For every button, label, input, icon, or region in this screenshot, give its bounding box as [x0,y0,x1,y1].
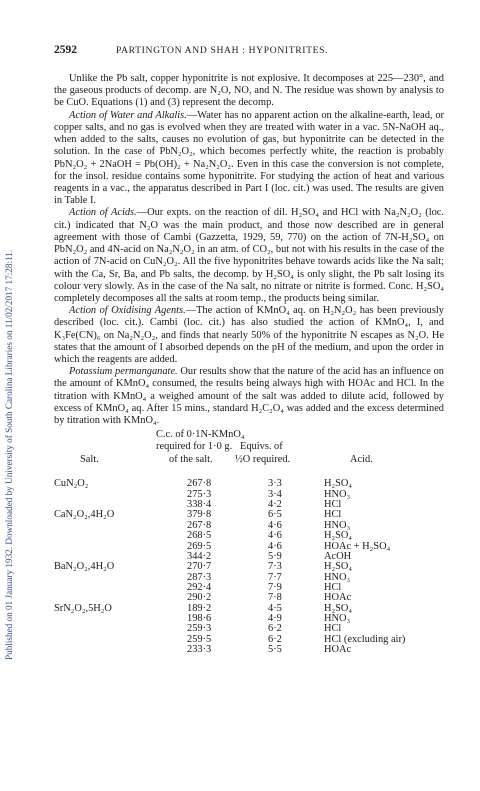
salt-cell [54,624,157,634]
paragraph-p2 [54,110,444,208]
volume-cell: 287·3 [187,571,212,583]
salt-header: Salt. [80,454,99,466]
salt-cell [54,573,157,583]
table-row [54,604,444,614]
salt-cell [54,645,157,655]
section-heading: Potassium permanganate. [69,366,178,378]
paragraph-text: Unlike the Pb salt, copper hyponitrite is not explosive. It decomposes at 225—230°, and the gaseous products of decomp. are N₂O, NO, and N. The residue was shown by analysis to be CuO. Equations (1) and (3) represent the decomp. [54,73,444,109]
download-notice-text: Published on 01 January 1932. Downloaded by University of South Carolina Libraries on 11/02/2017 17:28:11. [4,249,14,660]
acid-header: Acid. [350,454,373,466]
salt-cell [54,614,157,624]
volume-cell: 338·4 [187,499,212,511]
volume-cell: 269·5 [187,540,212,552]
volume-cell: 344·2 [187,550,212,562]
permanganate-table [54,479,444,655]
table-row [54,645,444,655]
acid-cell: HNO₃ [324,613,351,625]
section-heading: Action of Acids. [69,207,137,219]
volume-header-line-3: of the salt. [169,454,213,466]
volume-cell: 275·3 [187,488,212,500]
paragraph-text: —Water has no apparent action on the alkaline-earth, lead, or copper salts, and no gas is evolved when they are treated with water in a vac. 5N-NaOH aq., when added to the salts, causes no evolution of gas, but hyponitrite can be detected in the solution. In the case of PbN₂O₂, which becomes perfectly white, the reaction is probably PbN₂O₂ + 2NaOH = Pb(OH)₂ + Na₂N₂O₂. Even in this case the conversion is not complete, for the insol. residue contains some hyponitrite. For studying the action of heat and various reagents in a vac., the apparatus described in Part I (loc. cit.) was used. The results are given in Table I. [54,109,444,207]
salt-cell [54,490,157,500]
table-row [54,531,444,541]
salt-cell [54,521,157,531]
salt-cell: CaN₂O₂,4H₂O [54,509,115,521]
table-row [54,635,444,645]
salt-cell: CuN₂O₂ [54,478,89,490]
volume-cell: 270·7 [187,561,212,573]
equivs-cell: 6·5 [268,509,282,521]
paragraph-p5 [54,366,444,427]
volume-header-line-1: C.c. of 0·1N-KMnO₄ [156,429,245,441]
equivs-cell: 7·7 [268,571,282,583]
acid-cell: HCl [324,499,342,511]
table-row [54,490,444,500]
equivs-cell: 4·6 [268,530,282,542]
acid-cell: H₂SO₄ [324,530,353,542]
table-row [54,562,444,572]
acid-cell: HCl (excluding air) [324,633,406,645]
salt-cell [54,542,157,552]
acid-cell: HNO₃ [324,571,351,583]
salt-cell [54,531,157,541]
equivs-cell: 4·2 [268,499,282,511]
acid-cell: HOAc [324,592,352,604]
table-row [54,479,444,489]
equivs-header-line-1: Equivs. of [240,441,283,453]
table-row [54,614,444,624]
equivs-cell: 6·2 [268,633,282,645]
acid-cell: HNO₃ [324,519,351,531]
table-body [54,479,444,655]
salt-cell [54,583,157,593]
equivs-cell: 4·6 [268,519,282,531]
download-notice [3,10,15,670]
acid-cell: HOAc + H₂SO₄ [324,540,391,552]
paragraph-p4 [54,305,444,366]
equivs-header-line-2: ½O required. [235,454,291,466]
volume-cell: 379·8 [187,509,212,521]
table-row [54,593,444,603]
equivs-cell: 4·9 [268,613,282,625]
section-heading: Action of Water and Alkalis. [69,109,187,121]
acid-cell: HNO₃ [324,488,351,500]
equivs-cell: 6·2 [268,623,282,635]
equivs-cell: 5·5 [268,644,282,656]
running-title: PARTINGTON AND SHAH : HYPONITRITES. [116,45,329,56]
page [54,44,444,655]
section-heading: Action of Oxidising Agents. [69,305,186,317]
running-head [54,44,444,60]
volume-cell: 233·3 [187,644,212,656]
acid-cell: AcOH [324,550,352,562]
volume-cell: 198·6 [187,613,212,625]
equivs-cell: 7·9 [268,581,282,593]
volume-cell: 267·8 [187,478,212,490]
salt-cell [54,635,157,645]
table-row [54,521,444,531]
volume-cell: 292·4 [187,581,212,593]
volume-cell: 267·8 [187,519,212,531]
table-header [54,429,444,479]
equivs-cell: 4·5 [268,602,282,614]
acid-cell: HCl [324,581,342,593]
volume-cell: 189·2 [187,602,212,614]
volume-cell: 259·3 [187,623,212,635]
paragraph-p1 [54,73,444,110]
volume-cell: 290·2 [187,592,212,604]
equivs-cell: 3·4 [268,488,282,500]
volume-cell: 268·5 [187,530,212,542]
acid-cell: HOAc [324,644,352,656]
equivs-cell: 7·8 [268,592,282,604]
table-row [54,542,444,552]
acid-cell: HCl [324,509,342,521]
volume-cell: 259·5 [187,633,212,645]
acid-cell: H₂SO₄ [324,561,353,573]
table-row [54,573,444,583]
paragraph-text: —The action of KMnO₄ aq. on H₂N₂O₂ has been previously described (loc. cit.). Cambi (loc. cit.) has also studied the action of KMnO₄, I, and K₃Fe(CN)₆ on Na₂N₂O₂, and finds that nearly 50% of the hyponitrite N escapes as N₂O. He states that the amount of I absorbed depends on the pH of the medium, and upon the order in which the reagents are added. [54,305,444,366]
paragraph-p3 [54,207,444,305]
equivs-cell: 7·3 [268,561,282,573]
salt-cell: SrN₂O₂,5H₂O [54,602,112,614]
table-row [54,583,444,593]
salt-cell: BaN₂O₂,4H₂O [54,561,115,573]
equivs-cell: 5·9 [268,550,282,562]
acid-cell: H₂SO₄ [324,478,353,490]
volume-header-line-2: required for 1·0 g. [156,441,233,453]
acid-cell: H₂SO₄ [324,602,353,614]
table-row [54,510,444,520]
acid-cell: HCl [324,623,342,635]
page-number: 2592 [54,44,77,56]
paragraph-text: —Our expts. on the reaction of dil. H₂SO₄ and HCl with Na₂N₂O₂ (loc. cit.) indicated that N₂O was the main product, and those now described are in general agreement with those of Cambi (Gazzetta, 1929, 59, 770) on the action of 7N-H₂SO₄ on PbN₂O₂ and 4N-acid on Na₂N₂O₂ in an atm. of CO₂, but not with his results in the case of the action of 7N-acid on CuN₂O₂. All the five hyponitrites behave towards acids like the Na salt; with the Ca, Sr, Ba, and Pb salts, the decomp. by H₂SO₄ is only slight, the Pb salt losing its colour very slowly. As in the case of the Na salt, no nitrate or nitrite is formed. Conc. H₂SO₄ completely decomposes all the salts at room temp., the products being similar. [54,207,444,304]
equivs-cell: 4·6 [268,540,282,552]
paragraph-text: Our results show that the nature of the acid has an influence on the amount of KMnO₄ consumed, the results being always high with HOAc and HCl. In the titration with KMnO₄ a weighed amount of the salt was added to dilute acid, followed by excess of KMnO₄ aq. After 15 mins., standard H₂C₂O₄ was added and the excess determined by titration with KMnO₄. [54,366,444,427]
equivs-cell: 3·3 [268,478,282,490]
